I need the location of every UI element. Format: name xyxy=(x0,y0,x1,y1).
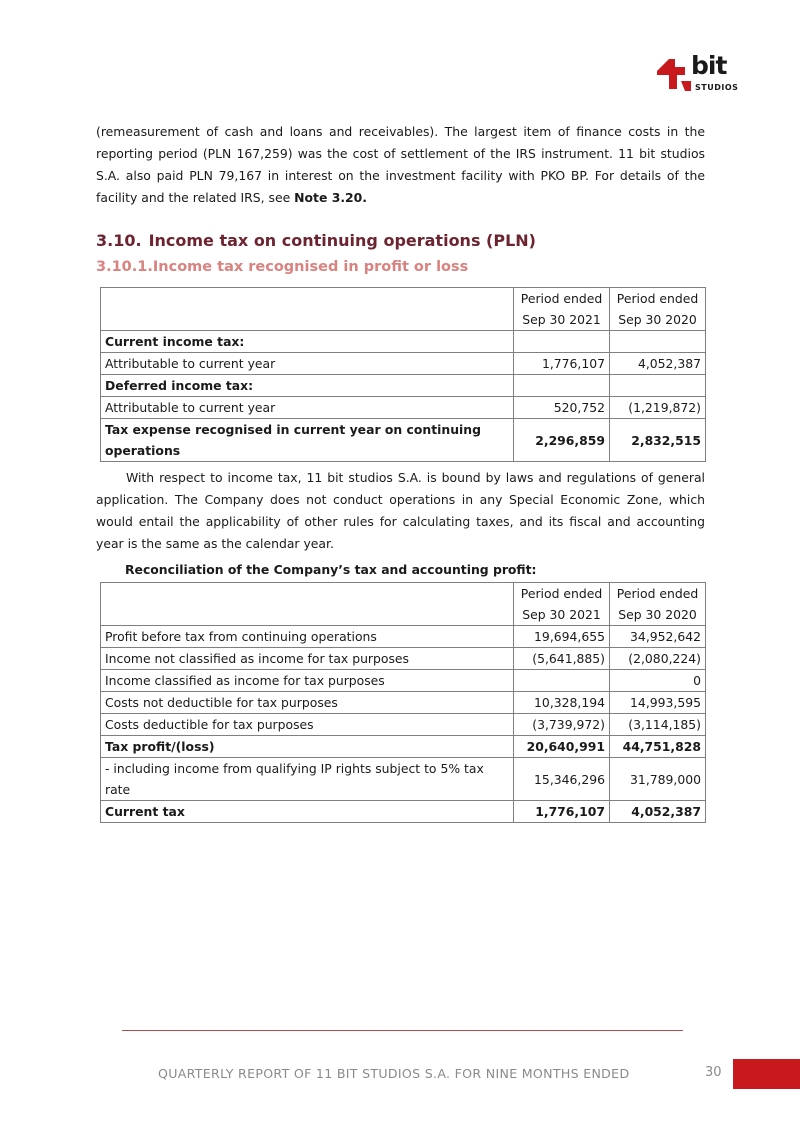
row-value-2021 xyxy=(514,331,610,353)
table-row xyxy=(101,626,706,648)
table-row xyxy=(101,419,706,462)
table-row xyxy=(101,801,706,823)
header-empty-cell xyxy=(101,288,514,331)
subsection-heading: 3.10.1.Income tax recognised in profit or loss xyxy=(96,259,469,275)
table-row xyxy=(101,758,706,801)
row-value-2021: 19,694,655 xyxy=(514,626,610,648)
header-period-2020: Period ended Sep 30 2020 xyxy=(610,288,706,331)
row-label: Profit before tax from continuing operations xyxy=(101,626,514,648)
intro-paragraph xyxy=(96,121,705,209)
table-row xyxy=(101,670,706,692)
header-period-2021: Period ended Sep 30 2021 xyxy=(514,288,610,331)
footer-report-title: QUARTERLY REPORT OF 11 BIT STUDIOS S.A. FOR NINE MONTHS ENDED xyxy=(158,1066,630,1081)
row-value-2021: 2,296,859 xyxy=(514,419,610,462)
page-number: 30 xyxy=(705,1065,722,1080)
row-label: Attributable to current year xyxy=(101,353,514,375)
reconciliation-table xyxy=(100,582,706,823)
row-label: Attributable to current year xyxy=(101,397,514,419)
row-value-2021: 520,752 xyxy=(514,397,610,419)
row-label: Tax profit/(loss) xyxy=(101,736,514,758)
row-label: Tax expense recognised in current year on continuing operations xyxy=(101,419,514,462)
row-value-2020: 34,952,642 xyxy=(610,626,706,648)
row-value-2020: 14,993,595 xyxy=(610,692,706,714)
row-value-2021 xyxy=(514,375,610,397)
row-value-2020: 0 xyxy=(610,670,706,692)
row-value-2020: (1,219,872) xyxy=(610,397,706,419)
row-value-2020: 31,789,000 xyxy=(610,758,706,801)
row-value-2021: (5,641,885) xyxy=(514,648,610,670)
logo-mark-icon xyxy=(655,57,695,97)
table-header-row xyxy=(101,583,706,626)
intro-text: (remeasurement of cash and loans and receivables). The largest item of finance costs in the reporting period (PLN 167,259) was the cost of settlement of the IRS instrument. 11 bit studios S.A. also paid PLN 79,167 in interest on the investment facility with PKO BP. For details of the facility and the related IRS, see xyxy=(96,124,705,205)
row-value-2021: (3,739,972) xyxy=(514,714,610,736)
table-header-row xyxy=(101,288,706,331)
logo-text: bit xyxy=(691,51,727,80)
header-empty-cell xyxy=(101,583,514,626)
header-period-2020: Period ended Sep 30 2020 xyxy=(610,583,706,626)
logo-subtext: STUDIOS xyxy=(695,83,739,92)
row-label: Costs deductible for tax purposes xyxy=(101,714,514,736)
table-row xyxy=(101,375,706,397)
table-row xyxy=(101,331,706,353)
section-number: 3.10. xyxy=(96,231,142,250)
company-logo xyxy=(655,51,739,99)
section-title: Income tax on continuing operations (PLN) xyxy=(148,231,536,250)
row-label: Current tax xyxy=(101,801,514,823)
reconciliation-title: Reconciliation of the Company’s tax and accounting profit: xyxy=(125,562,537,577)
row-value-2021 xyxy=(514,670,610,692)
table-row xyxy=(101,692,706,714)
note-reference: Note 3.20. xyxy=(294,190,367,205)
table-row xyxy=(101,353,706,375)
row-value-2020: (3,114,185) xyxy=(610,714,706,736)
row-label: Current income tax: xyxy=(101,331,514,353)
row-value-2020: 4,052,387 xyxy=(610,353,706,375)
footer-divider xyxy=(122,1030,683,1031)
row-value-2020: (2,080,224) xyxy=(610,648,706,670)
row-value-2021: 15,346,296 xyxy=(514,758,610,801)
row-label: Income not classified as income for tax purposes xyxy=(101,648,514,670)
table-row xyxy=(101,397,706,419)
row-value-2020: 44,751,828 xyxy=(610,736,706,758)
row-value-2020 xyxy=(610,375,706,397)
row-value-2021: 1,776,107 xyxy=(514,353,610,375)
row-value-2020 xyxy=(610,331,706,353)
table-row xyxy=(101,736,706,758)
row-label: Deferred income tax: xyxy=(101,375,514,397)
page-tab-accent xyxy=(733,1059,800,1089)
row-label: - including income from qualifying IP rights subject to 5% tax rate xyxy=(101,758,514,801)
row-value-2021: 1,776,107 xyxy=(514,801,610,823)
row-value-2020: 4,052,387 xyxy=(610,801,706,823)
section-heading xyxy=(96,231,536,250)
row-value-2021: 10,328,194 xyxy=(514,692,610,714)
row-label: Costs not deductible for tax purposes xyxy=(101,692,514,714)
table-row xyxy=(101,714,706,736)
row-label: Income classified as income for tax purposes xyxy=(101,670,514,692)
tax-regulations-paragraph: With respect to income tax, 11 bit studios S.A. is bound by laws and regulations of general application. The Company does not conduct operations in any Special Economic Zone, which would entail the applicability of other rules for calculating taxes, and its fiscal and accounting year is the same as the calendar year. xyxy=(96,470,705,551)
income-tax-table xyxy=(100,287,706,462)
row-value-2021: 20,640,991 xyxy=(514,736,610,758)
row-value-2020: 2,832,515 xyxy=(610,419,706,462)
header-period-2021: Period ended Sep 30 2021 xyxy=(514,583,610,626)
table-row xyxy=(101,648,706,670)
